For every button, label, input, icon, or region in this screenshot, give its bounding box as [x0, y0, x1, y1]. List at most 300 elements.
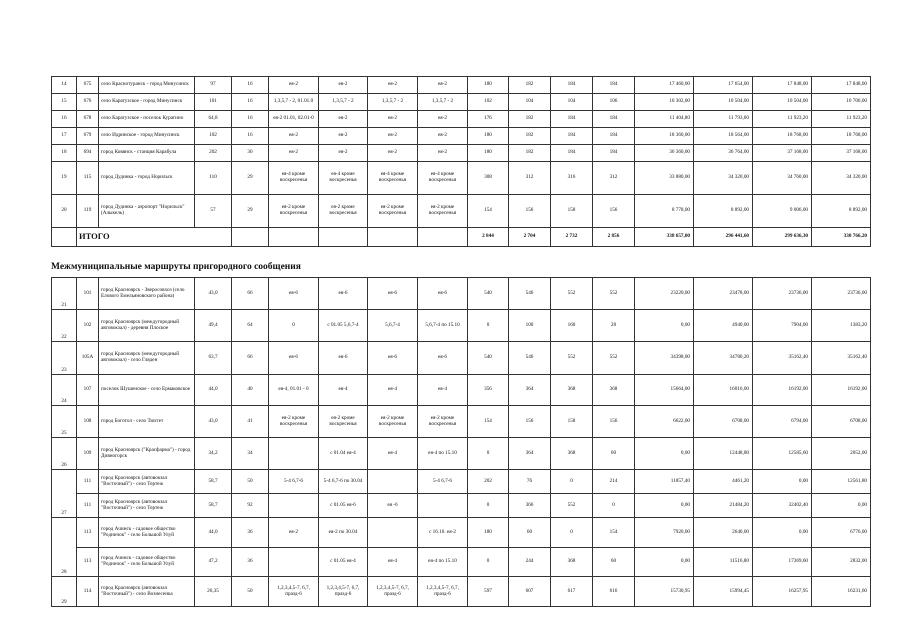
cell-n4: 156	[593, 406, 635, 438]
cell-n2: 182	[509, 111, 551, 128]
cell-name: город Красноярск (междугородный автовокзал) - деревня Плоское	[99, 310, 195, 342]
row-index: 21	[52, 278, 77, 310]
cell-s1: 18 360,00	[635, 128, 694, 145]
cell-km: 58,7	[195, 494, 232, 518]
cell-d1: ея-6	[269, 342, 319, 375]
cell-d2: 5-4 6,7-6 по 30.04	[319, 470, 368, 494]
row-index: 26	[52, 438, 77, 470]
table-row	[52, 494, 871, 518]
total-s4: 330 766,20	[812, 228, 871, 247]
cell-d2: ея-4	[319, 375, 368, 406]
cell-code: 111	[77, 470, 99, 494]
cell-s2: 11516,80	[694, 548, 753, 577]
cell-d3: 1,2,3,4,5-7, 6,7, празд-6	[368, 577, 418, 607]
cell-n4: 552	[593, 342, 635, 375]
cell-n2: 182	[509, 77, 551, 94]
cell-d1	[269, 548, 319, 577]
cell-n3: 368	[551, 548, 593, 577]
cell-s2: 12448,80	[694, 438, 753, 470]
cell-trips: 16	[232, 111, 269, 128]
cell-d4: ея-2	[418, 128, 468, 145]
cell-n4: 60	[593, 438, 635, 470]
cell-km: 64,8	[195, 111, 232, 128]
cell-d4: ея-6	[418, 278, 468, 310]
cell-code: 113	[77, 548, 99, 577]
cell-n1: 154	[468, 406, 509, 438]
cell-km: 102	[195, 128, 232, 145]
cell-s1: 7920,00	[635, 518, 694, 548]
cell-code: 114	[77, 577, 99, 607]
cell-d3: ея-4 кроме воскресенья	[368, 162, 418, 195]
cell-n3: 316	[551, 162, 593, 195]
cell-n1: 356	[468, 375, 509, 406]
row-index: 27	[52, 470, 77, 518]
cell-d2	[319, 228, 368, 247]
cell-s2: 15994,45	[694, 577, 753, 607]
cell-d2: ея-2	[319, 111, 368, 128]
cell-d4	[418, 494, 468, 518]
cell-n1: 0	[468, 310, 509, 342]
cell-s2: 11 793,60	[694, 111, 753, 128]
cell-d3: ея-2	[368, 128, 418, 145]
cell-d4: ея-2 кроме воскресенья	[418, 406, 468, 438]
cell-s4: 1383,20	[812, 310, 871, 342]
cell-s2: 36 764,00	[694, 145, 753, 162]
cell-s1: 33 880,00	[635, 162, 694, 195]
cell-n4: 184	[593, 77, 635, 94]
cell-n4: 60	[593, 548, 635, 577]
row-index	[52, 228, 77, 247]
cell-n4: 368	[593, 375, 635, 406]
cell-km: 47,2	[195, 548, 232, 577]
cell-s3: 17369,60	[753, 548, 812, 577]
cell-n1: 540	[468, 278, 509, 310]
cell-n2: 156	[509, 195, 551, 228]
row-index: 29	[52, 577, 77, 607]
cell-d4: 1,2,3,4,5-7, 6,7, празд-6	[418, 577, 468, 607]
cell-s3: 6794,00	[753, 406, 812, 438]
cell-s3: 11 923,20	[753, 111, 812, 128]
row-index: 28	[52, 518, 77, 577]
table-row	[52, 94, 871, 111]
cell-d1: 1,2,3,4,5-7, 6,7, празд-6	[269, 577, 319, 607]
cell-km: 43,0	[195, 278, 232, 310]
cell-d2: с 01.05 ея-6	[319, 494, 368, 518]
cell-name: город Ачинск - садовое общество "Родничок" - село Большой Улуй	[99, 518, 195, 548]
cell-d1: ея-2 кроме воскресенья	[269, 406, 319, 438]
cell-km: 97	[195, 77, 232, 94]
cell-code: 675	[77, 77, 99, 94]
cell-s1: 0,00	[635, 310, 694, 342]
total-n4: 2 856	[593, 228, 635, 247]
cell-d4: 5-4 6,7-6	[418, 470, 468, 494]
cell-s4: 2832,00	[812, 548, 871, 577]
table-row	[52, 375, 871, 406]
cell-d4: ея-4	[418, 375, 468, 406]
cell-s2: 18 564,00	[694, 128, 753, 145]
cell-s2: 4461,20	[694, 470, 753, 494]
cell-km: 26,35	[195, 577, 232, 607]
cell-s2: 23478,00	[694, 278, 753, 310]
cell-n3: 0	[551, 518, 593, 548]
cell-n1: 308	[468, 162, 509, 195]
cell-s2: 17 654,00	[694, 77, 753, 94]
cell-km: 63,7	[195, 342, 232, 375]
cell-d3: ея-4	[368, 548, 418, 577]
cell-n2: 104	[509, 94, 551, 111]
row-index: 19	[52, 162, 77, 195]
total-s1: 338 657,00	[635, 228, 694, 247]
row-index: 25	[52, 406, 77, 438]
cell-n2: 607	[509, 577, 551, 607]
routes-table-suburban	[51, 277, 871, 607]
cell-s1: 15730,95	[635, 577, 694, 607]
cell-d1: ея-2	[269, 128, 319, 145]
cell-n3: 158	[551, 406, 593, 438]
cell-d2: ея-2	[319, 145, 368, 162]
cell-d2: с 01.05 5,6,7-4	[319, 310, 368, 342]
cell-trips: 36	[232, 548, 269, 577]
cell-d1: ея-2 кроме воскресенья	[269, 195, 319, 228]
cell-d3	[368, 228, 418, 247]
cell-d4: ея-4 по 15.10	[418, 548, 468, 577]
routes-table-intermunicipal	[51, 76, 871, 247]
cell-code: 109	[77, 438, 99, 470]
cell-km: 101	[195, 94, 232, 111]
cell-s2: 16016,00	[694, 375, 753, 406]
cell-d4: 5,6,7-4 по 15.10	[418, 310, 468, 342]
table-row	[52, 577, 871, 607]
cell-s2: 6708,00	[694, 406, 753, 438]
cell-d3	[368, 518, 418, 548]
table-row	[52, 162, 871, 195]
cell-name: село Каратузское - поселок Курагино	[99, 111, 195, 128]
table-row	[52, 548, 871, 577]
cell-d1: ея-4, 01.01 - 0	[269, 375, 319, 406]
cell-name: город Красноярск (автовокзал "Восточный") - село Тертеж	[99, 494, 195, 518]
cell-n2: 100	[509, 310, 551, 342]
cell-n2: 364	[509, 438, 551, 470]
cell-d4	[418, 228, 468, 247]
cell-trips: 30	[232, 145, 269, 162]
cell-trips: 36	[232, 518, 269, 548]
cell-s4: 16192,00	[812, 375, 871, 406]
cell-km: 202	[195, 145, 232, 162]
cell-d3: ея-6	[368, 342, 418, 375]
cell-d4: ея-6	[418, 342, 468, 375]
cell-d1	[269, 438, 319, 470]
cell-n1: 180	[468, 77, 509, 94]
cell-n1: 176	[468, 111, 509, 128]
total-label: ИТОГО	[77, 228, 232, 247]
table-row	[52, 77, 871, 94]
table-row	[52, 128, 871, 145]
cell-d1: ея-2	[269, 77, 319, 94]
cell-code: 115	[77, 162, 99, 195]
cell-name: город Дудинка - аэропорт "Норильск" (Алыкель)	[99, 195, 195, 228]
cell-s3: 0,00	[753, 518, 812, 548]
cell-d3: ея-2	[368, 111, 418, 128]
table-row	[52, 278, 871, 310]
cell-d2: ея-6	[319, 342, 368, 375]
cell-n1: 102	[468, 94, 509, 111]
cell-s1: 36 360,00	[635, 145, 694, 162]
cell-n1: 0	[468, 494, 509, 518]
cell-d2: 1,2,3,4,5-7, 6,7, празд-6	[319, 577, 368, 607]
cell-s4: 11 923,20	[812, 111, 871, 128]
cell-d3: ея-6	[368, 278, 418, 310]
cell-d1: ея-4 кроме воскресенья	[269, 162, 319, 195]
cell-d2: ея-6	[319, 278, 368, 310]
cell-d3	[368, 470, 418, 494]
cell-d3: ея-4	[368, 438, 418, 470]
cell-d3: 1,3,5,7 - 2	[368, 94, 418, 111]
cell-code: 111	[77, 494, 99, 518]
cell-d4: ея-2 кроме воскресенья	[418, 195, 468, 228]
cell-trips: 34	[232, 438, 269, 470]
cell-d1: ея-2 01.01, 02.01-0	[269, 111, 319, 128]
cell-s3: 12585,60	[753, 438, 812, 470]
cell-s4: 10 706,00	[812, 94, 871, 111]
table-row	[52, 145, 871, 162]
cell-s2: 10 504,00	[694, 94, 753, 111]
table-row	[52, 518, 871, 548]
cell-name: село Краснотуранск - город Минусинск	[99, 77, 195, 94]
cell-s1: 17 460,00	[635, 77, 694, 94]
cell-code: 119	[77, 195, 99, 228]
cell-s4: 35162,40	[812, 342, 871, 375]
cell-code: 676	[77, 94, 99, 111]
cell-d2: 1,3,5,7 - 2	[319, 94, 368, 111]
cell-d3: ея-2 кроме воскресенья	[368, 195, 418, 228]
cell-n4: 184	[593, 128, 635, 145]
cell-n4: 184	[593, 111, 635, 128]
cell-n4: 184	[593, 145, 635, 162]
cell-s2: 2640,00	[694, 518, 753, 548]
cell-s4: 34 320,00	[812, 162, 871, 195]
cell-trips	[232, 228, 269, 247]
cell-d4: с 16.10. ея-2	[418, 518, 468, 548]
cell-name: город Красноярск ("Красфарма") - город Дивногорск	[99, 438, 195, 470]
cell-s3: 7904,00	[753, 310, 812, 342]
cell-d2: с 01.04 ея-4	[319, 438, 368, 470]
cell-n1: 202	[468, 470, 509, 494]
cell-d1: ея-2	[269, 518, 319, 548]
cell-s3: 9 006,00	[753, 195, 812, 228]
cell-n2: 366	[509, 494, 551, 518]
row-index: 23	[52, 342, 77, 375]
cell-km: 34,2	[195, 438, 232, 470]
cell-d2: ея-4 кроме воскресенья	[319, 162, 368, 195]
cell-n1: 540	[468, 342, 509, 375]
cell-n3: 160	[551, 310, 593, 342]
cell-s4: 18 768,00	[812, 128, 871, 145]
cell-n2: 182	[509, 145, 551, 162]
cell-s1: 10 302,00	[635, 94, 694, 111]
cell-d1: 1,3,5,7 - 2, 01.01.0	[269, 94, 319, 111]
cell-s1: 6622,00	[635, 406, 694, 438]
cell-d2: ея-2 кроме воскресенья	[319, 406, 368, 438]
cell-n3: 368	[551, 438, 593, 470]
cell-code: 105А	[77, 342, 99, 375]
cell-d1: ея-6	[269, 278, 319, 310]
cell-code: 113	[77, 518, 99, 548]
cell-trips: 64	[232, 310, 269, 342]
cell-s2: 34 320,00	[694, 162, 753, 195]
cell-trips: 29	[232, 195, 269, 228]
total-s2: 296 441,60	[694, 228, 753, 247]
cell-n3: 368	[551, 375, 593, 406]
cell-trips: 16	[232, 128, 269, 145]
cell-d2: с 01.05 ея-4	[319, 548, 368, 577]
cell-s3: 10 504,00	[753, 94, 812, 111]
row-index: 18	[52, 145, 77, 162]
cell-trips: 66	[232, 342, 269, 375]
row-index: 15	[52, 94, 77, 111]
cell-s2: 4940,00	[694, 310, 753, 342]
table-row	[52, 111, 871, 128]
cell-d2: ея-2	[319, 128, 368, 145]
cell-trips: 41	[232, 406, 269, 438]
cell-n3: 184	[551, 128, 593, 145]
cell-n3: 552	[551, 278, 593, 310]
cell-d2: ея-2 по 30.04	[319, 518, 368, 548]
cell-n3: 184	[551, 77, 593, 94]
cell-name: город Красноярск (междугородный автовокзал) - село Гляден	[99, 342, 195, 375]
cell-s3: 17 848,00	[753, 77, 812, 94]
cell-s3: 16192,00	[753, 375, 812, 406]
table-row	[52, 438, 871, 470]
table-row	[52, 195, 871, 228]
cell-s3: 35162,40	[753, 342, 812, 375]
cell-n2: 76	[509, 470, 551, 494]
cell-s4: 37 168,00	[812, 145, 871, 162]
total-n2: 2 704	[509, 228, 551, 247]
cell-s1: 11857,40	[635, 470, 694, 494]
cell-s3: 34 760,00	[753, 162, 812, 195]
cell-km: 110	[195, 162, 232, 195]
cell-km: 44,0	[195, 518, 232, 548]
cell-code: 108	[77, 406, 99, 438]
cell-s2: 8 892,00	[694, 195, 753, 228]
cell-n1: 597	[468, 577, 509, 607]
cell-name: город Дудинка - город Норильск	[99, 162, 195, 195]
cell-n1: 180	[468, 145, 509, 162]
cell-s1: 34398,00	[635, 342, 694, 375]
cell-n3: 158	[551, 195, 593, 228]
cell-s1: 8 778,00	[635, 195, 694, 228]
cell-d3: ея-2 кроме воскресенья	[368, 406, 418, 438]
cell-n4: 106	[593, 94, 635, 111]
cell-s1: 0,00	[635, 548, 694, 577]
cell-n4: 616	[593, 577, 635, 607]
cell-code: 107	[77, 375, 99, 406]
cell-name: город Красноярск (автовокзал "Восточный") - село Тертеж	[99, 470, 195, 494]
cell-n2: 546	[509, 278, 551, 310]
cell-n1: 180	[468, 518, 509, 548]
cell-n1: 180	[468, 128, 509, 145]
cell-n3: 184	[551, 111, 593, 128]
row-index: 17	[52, 128, 77, 145]
cell-n2: 60	[509, 518, 551, 548]
cell-n4: 312	[593, 162, 635, 195]
cell-n1: 154	[468, 195, 509, 228]
cell-code: 678	[77, 111, 99, 128]
cell-code: 102	[77, 310, 99, 342]
section-title: Межмуниципальные маршруты пригородного сообщения	[51, 262, 301, 272]
cell-d4: 1,3,5,7 - 2	[418, 94, 468, 111]
cell-s3: 32402,40	[753, 494, 812, 518]
cell-s3: 0,00	[753, 470, 812, 494]
cell-s4: 16231,60	[812, 577, 871, 607]
cell-name: город Красноярск - Зверосовхоз (село Елового Емельяновского района)	[99, 278, 195, 310]
cell-n1: 0	[468, 548, 509, 577]
table-row	[52, 310, 871, 342]
cell-trips: 40	[232, 375, 269, 406]
cell-n4: 552	[593, 278, 635, 310]
cell-d4: ея-2	[418, 77, 468, 94]
cell-s4: 2052,00	[812, 438, 871, 470]
cell-d3: 5,6,7-4	[368, 310, 418, 342]
cell-s3: 16257,95	[753, 577, 812, 607]
cell-n4: 214	[593, 470, 635, 494]
cell-trips: 16	[232, 94, 269, 111]
cell-d4: ея-4 по 15.10	[418, 438, 468, 470]
cell-d4: ея-4 кроме воскресенья	[418, 162, 468, 195]
cell-n3: 104	[551, 94, 593, 111]
cell-d1: 5-4 6,7-6	[269, 470, 319, 494]
cell-s1: 15664,00	[635, 375, 694, 406]
cell-trips: 92	[232, 494, 269, 518]
cell-km: 43,0	[195, 406, 232, 438]
cell-s4: 23736,00	[812, 278, 871, 310]
table-row	[52, 406, 871, 438]
cell-s4: 6708,00	[812, 406, 871, 438]
table-row	[52, 342, 871, 375]
cell-s4: 12561,80	[812, 470, 871, 494]
cell-trips: 16	[232, 77, 269, 94]
cell-code: 679	[77, 128, 99, 145]
cell-km: 49,4	[195, 310, 232, 342]
cell-d1: ея-2	[269, 145, 319, 162]
row-index: 14	[52, 77, 77, 94]
row-index: 22	[52, 310, 77, 342]
cell-s4: 0,00	[812, 494, 871, 518]
cell-trips: 50	[232, 577, 269, 607]
cell-name: город Ачинск - садовое общество "Родничок" - село Большой Улуй	[99, 548, 195, 577]
cell-d1	[269, 494, 319, 518]
cell-name: город Боготол - село Тюхтет	[99, 406, 195, 438]
cell-d3: ея-2	[368, 77, 418, 94]
cell-d3: ея-4	[368, 375, 418, 406]
total-n1: 2 844	[468, 228, 509, 247]
cell-n4: 156	[593, 195, 635, 228]
cell-n2: 182	[509, 128, 551, 145]
cell-n3: 552	[551, 342, 593, 375]
cell-d4: ея-2	[418, 111, 468, 128]
cell-n3: 184	[551, 145, 593, 162]
cell-d2: ея-2 кроме воскресенья	[319, 195, 368, 228]
cell-s1: 11 404,80	[635, 111, 694, 128]
cell-s4: 17 848,00	[812, 77, 871, 94]
cell-code: 101	[77, 278, 99, 310]
cell-n2: 364	[509, 375, 551, 406]
row-index: 16	[52, 111, 77, 128]
cell-s4: 8 892,00	[812, 195, 871, 228]
cell-s2: 21484,20	[694, 494, 753, 518]
cell-d4: ея-2	[418, 145, 468, 162]
row-index: 20	[52, 195, 77, 228]
